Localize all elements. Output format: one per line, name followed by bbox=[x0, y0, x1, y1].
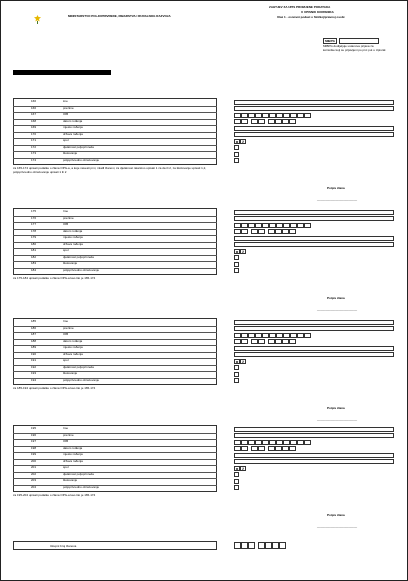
text-field[interactable] bbox=[234, 210, 394, 215]
row-label: školovanje bbox=[63, 261, 78, 265]
row-number: 166 bbox=[31, 99, 37, 103]
footer-total-input[interactable] bbox=[234, 542, 294, 549]
block-note: za 175-184 upisati podatke o člana OPG-a kao što je 165-174 bbox=[13, 276, 96, 280]
date-field[interactable] bbox=[234, 446, 294, 451]
signature-label: Potpis člana bbox=[327, 186, 345, 190]
row-number: 187 bbox=[31, 332, 37, 336]
row-label: spol bbox=[63, 465, 69, 469]
row-number: 166 bbox=[31, 105, 37, 110]
text-field[interactable] bbox=[234, 106, 394, 111]
row-number: 172 bbox=[31, 144, 37, 149]
checkbox-field[interactable] bbox=[234, 485, 239, 490]
signature-line[interactable]: ________________________ bbox=[317, 197, 358, 201]
checkbox-field[interactable] bbox=[234, 378, 239, 383]
mibpg-label: MIBPG bbox=[323, 38, 337, 44]
checkbox-field[interactable] bbox=[234, 472, 239, 477]
text-field[interactable] bbox=[234, 242, 394, 247]
block-note: za 165-174 upisati podatke o člana OPG-a, a koje navesti prvi, mlađi članovi, za djelatnost ratarstvo upisati 1 za da ili 2, za školovanje upisati 1,2, bbox=[13, 166, 207, 170]
member-block bbox=[1, 98, 408, 201]
text-field[interactable] bbox=[234, 236, 394, 241]
row-number: 195 bbox=[31, 426, 37, 430]
row-label: prezime bbox=[63, 432, 74, 437]
member-block bbox=[1, 318, 408, 421]
checkbox-field[interactable] bbox=[234, 479, 239, 484]
signature-label: Potpis člana bbox=[327, 406, 345, 410]
row-label: datum rođenja bbox=[63, 228, 83, 233]
row-number: 202 bbox=[31, 471, 37, 476]
row-label: školovanje bbox=[63, 478, 78, 482]
checkbox-field[interactable] bbox=[234, 268, 239, 273]
row-number: 167 bbox=[31, 112, 37, 116]
row-label: OIB bbox=[63, 439, 69, 443]
text-field[interactable] bbox=[234, 459, 394, 464]
row-label: Ime bbox=[63, 319, 69, 323]
ministry-name: MINISTARSTVO POLJOPRIVREDE, RIBARSTVA I RURALNOG RAZVOJA bbox=[68, 14, 171, 18]
text-field[interactable] bbox=[234, 427, 394, 432]
row-label: država rođenja bbox=[63, 241, 83, 246]
row-number: 188 bbox=[31, 338, 37, 343]
row-label: prezime bbox=[63, 105, 74, 110]
text-field[interactable] bbox=[234, 346, 394, 351]
row-label: školovanje bbox=[63, 371, 78, 375]
text-field[interactable] bbox=[234, 453, 394, 458]
row-number: 173 bbox=[31, 151, 37, 155]
footer-total-row bbox=[13, 541, 217, 550]
checkbox-field[interactable] bbox=[234, 372, 239, 377]
row-number: 196 bbox=[31, 432, 37, 437]
footer-total-label: Ukupni broj članova bbox=[50, 544, 77, 548]
row-number: 204 bbox=[31, 484, 37, 489]
row-number: 198 bbox=[31, 445, 37, 450]
row-label: OIB bbox=[63, 332, 69, 336]
row-label: poljoprivredno obrazovanje bbox=[63, 377, 100, 382]
row-label: spol bbox=[63, 138, 69, 142]
row-number: 185 bbox=[31, 319, 37, 323]
row-number: 171 bbox=[31, 138, 37, 142]
mibpg-note-1: MIBPG dodijeljuje ustanova prijava za bbox=[323, 44, 374, 48]
row-number: 174 bbox=[31, 157, 37, 162]
signature-label: Potpis člana bbox=[327, 513, 345, 517]
block-note: za 195-204 upisati podatke o člana OPG-a kao što je 165-174 bbox=[13, 493, 96, 497]
row-number: 170 bbox=[31, 131, 37, 136]
row-label: OIB bbox=[63, 222, 69, 226]
text-field[interactable] bbox=[234, 126, 394, 131]
section-title-bar bbox=[13, 70, 111, 84]
oib-field[interactable] bbox=[234, 223, 311, 228]
row-number: 200 bbox=[31, 458, 37, 463]
row-label: država rođenja bbox=[63, 351, 83, 356]
checkbox-field[interactable] bbox=[234, 365, 239, 370]
row-number: 197 bbox=[31, 439, 37, 443]
row-label: poljoprivredno obrazovanje bbox=[63, 157, 100, 162]
row-label: prezime bbox=[63, 215, 74, 220]
row-number: 190 bbox=[31, 351, 37, 356]
row-number: 176 bbox=[31, 215, 37, 220]
row-label: spol bbox=[63, 248, 69, 252]
row-number: 175 bbox=[31, 209, 37, 213]
row-label: mjesto rođenja bbox=[63, 125, 83, 129]
mibpg-note-2: korisnike koji su prijavljeni po prvi put u Upisnik bbox=[323, 48, 386, 52]
row-number: 182 bbox=[31, 254, 37, 259]
checkbox-field[interactable] bbox=[234, 255, 239, 260]
row-label: datum rođenja bbox=[63, 445, 83, 450]
row-number: 189 bbox=[31, 345, 37, 349]
row-label: Ime bbox=[63, 209, 69, 213]
text-field[interactable] bbox=[234, 132, 394, 137]
signature-line[interactable]: ________________________ bbox=[317, 307, 358, 311]
block-note-2: poljoprivredno obrazovanje upisati 1 ili 2 bbox=[13, 170, 67, 174]
row-number: 199 bbox=[31, 452, 37, 456]
gender-field[interactable]: M Ž bbox=[234, 139, 246, 144]
row-label: država rođenja bbox=[63, 131, 83, 136]
row-label: mjesto rođenja bbox=[63, 452, 83, 456]
row-label: djelatnost poljoprivreda bbox=[63, 364, 94, 369]
checkbox-field[interactable] bbox=[234, 158, 239, 163]
checkbox-field[interactable] bbox=[234, 145, 239, 150]
gender-field[interactable]: M Ž bbox=[234, 359, 246, 364]
gender-field[interactable]: M Ž bbox=[234, 249, 246, 254]
row-label: mjesto rođenja bbox=[63, 345, 83, 349]
text-field[interactable] bbox=[234, 100, 394, 105]
row-label: djelatnost poljoprivreda bbox=[63, 254, 94, 259]
row-label: prezime bbox=[63, 325, 74, 330]
row-number: 168 bbox=[31, 118, 37, 123]
signature-line[interactable]: ________________________ bbox=[317, 524, 358, 528]
member-block bbox=[1, 425, 408, 528]
row-label: država rođenja bbox=[63, 458, 83, 463]
row-label: OIB bbox=[63, 112, 69, 116]
row-number: 184 bbox=[31, 267, 37, 272]
row-label: djelatnost poljoprivreda bbox=[63, 471, 94, 476]
row-number: 177 bbox=[31, 222, 37, 226]
row-number: 193 bbox=[31, 371, 37, 375]
form-title-line-2: U UPISNIK KORISNIKA bbox=[301, 10, 334, 14]
row-number: 183 bbox=[31, 261, 37, 265]
form-title-line-3: Ulaz 1 - osnovni podaci o fizičkoj/pravnoj osobi bbox=[277, 15, 345, 19]
text-field[interactable] bbox=[234, 433, 394, 438]
row-number: 201 bbox=[31, 465, 37, 469]
oib-field[interactable] bbox=[234, 333, 311, 338]
row-number: 169 bbox=[31, 125, 37, 129]
section-title: PODACI O ČLANOVIMA OBITELJSKOG GOSPODARSTVA bbox=[15, 80, 98, 84]
text-field[interactable] bbox=[234, 320, 394, 325]
row-label: poljoprivredno obrazovanje bbox=[63, 484, 100, 489]
oib-field[interactable] bbox=[234, 113, 311, 118]
row-number: 181 bbox=[31, 248, 37, 252]
row-label: poljoprivredno obrazovanje bbox=[63, 267, 100, 272]
row-number: 180 bbox=[31, 241, 37, 246]
row-label: školovanje bbox=[63, 151, 78, 155]
row-number: 186 bbox=[31, 325, 37, 330]
member-block bbox=[1, 208, 408, 311]
block-note: za 185-194 upisati podatke o člana OPG-a kao što je 165-174 bbox=[13, 386, 96, 390]
checkbox-field[interactable] bbox=[234, 262, 239, 267]
row-number: 191 bbox=[31, 358, 37, 362]
row-label: djelatnost poljoprivreda bbox=[63, 144, 94, 149]
date-field[interactable] bbox=[234, 119, 294, 124]
date-field[interactable] bbox=[234, 339, 294, 344]
row-number: 178 bbox=[31, 228, 37, 233]
row-number: 194 bbox=[31, 377, 37, 382]
text-field[interactable] bbox=[234, 352, 394, 357]
form-title-line-1: ZAHTJEV ZA UPIS PROMJENE PODATAKA bbox=[269, 5, 331, 9]
row-label: Ime bbox=[63, 426, 69, 430]
row-label: datum rođenja bbox=[63, 338, 83, 343]
text-field[interactable] bbox=[234, 216, 394, 221]
row-label: spol bbox=[63, 358, 69, 362]
gender-field[interactable]: M Ž bbox=[234, 466, 246, 471]
row-label: mjesto rođenja bbox=[63, 235, 83, 239]
row-number: 192 bbox=[31, 364, 37, 369]
date-field[interactable] bbox=[234, 229, 294, 234]
row-label: datum rođenja bbox=[63, 118, 83, 123]
coat-of-arms-logo bbox=[34, 11, 41, 20]
row-number: 203 bbox=[31, 478, 37, 482]
row-label: ime bbox=[63, 99, 68, 103]
text-field[interactable] bbox=[234, 326, 394, 331]
checkbox-field[interactable] bbox=[234, 152, 239, 157]
signature-line[interactable]: ________________________ bbox=[317, 417, 358, 421]
oib-field[interactable] bbox=[234, 440, 311, 445]
row-number: 179 bbox=[31, 235, 37, 239]
signature-label: Potpis člana bbox=[327, 296, 345, 300]
